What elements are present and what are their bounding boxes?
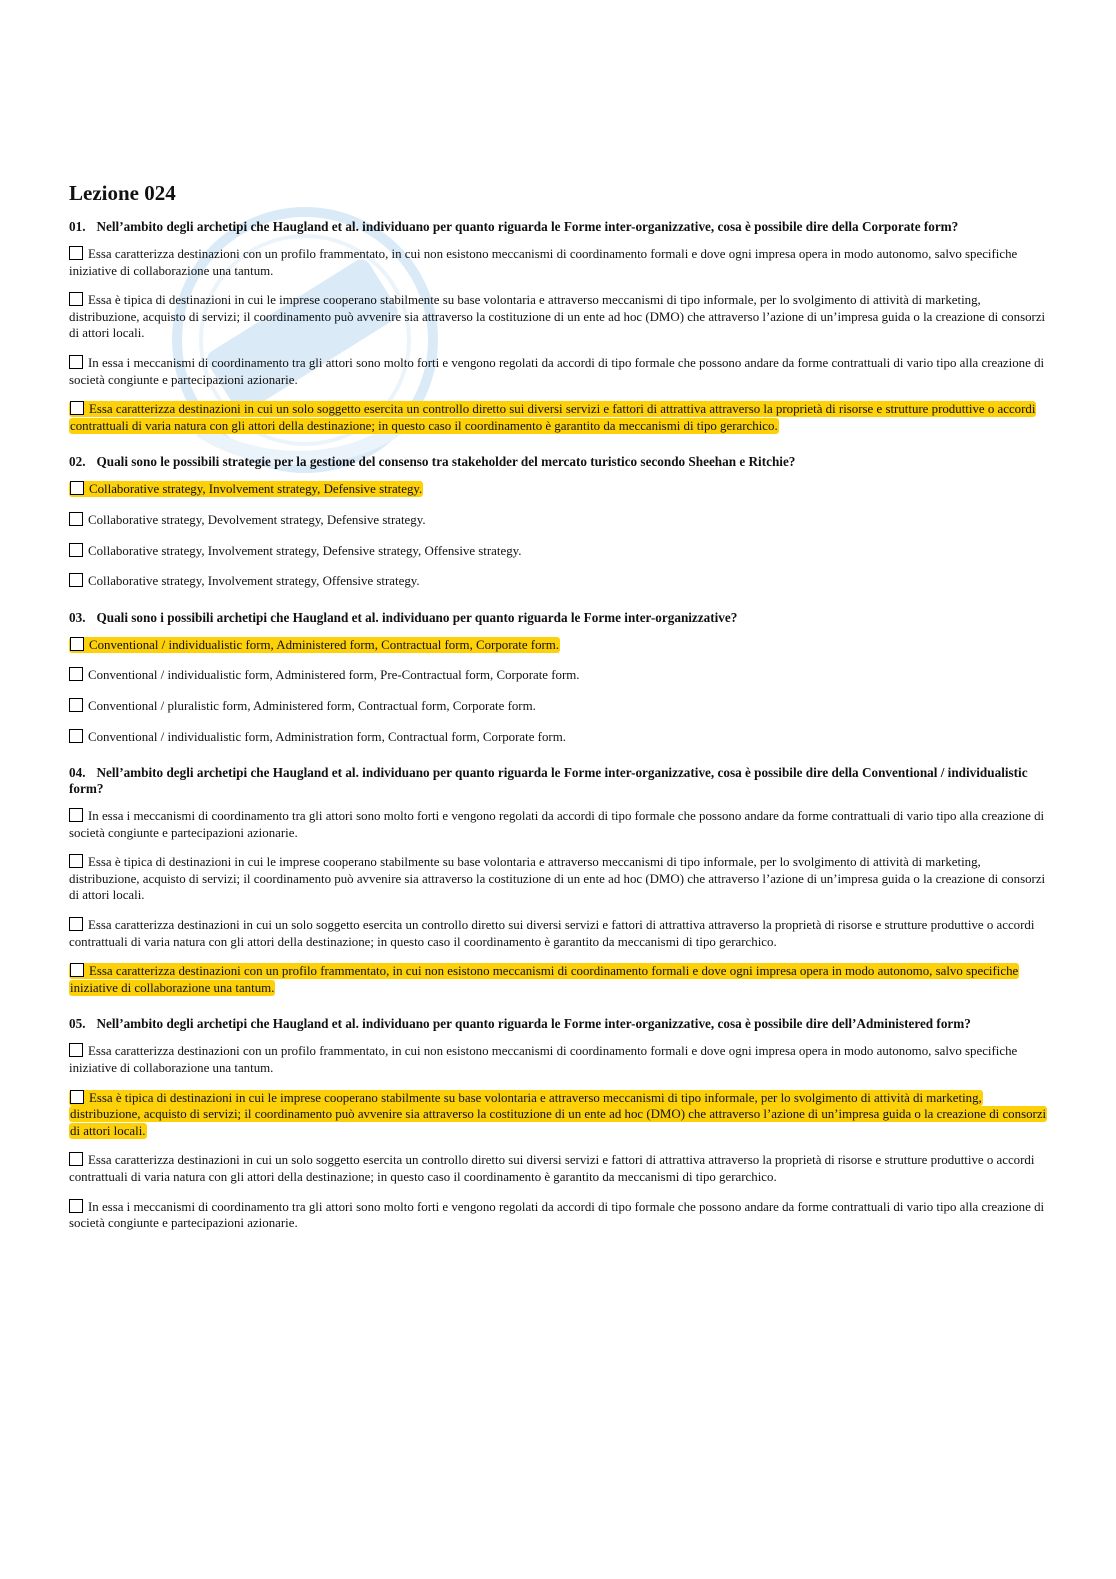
answer-text: Essa caratterizza destinazioni in cui un solo soggetto esercita un controllo diretto sui diversi servizi e fattori di attrattiva attraverso la proprietà di risorse e strutture produttive o accordi contrattuali di varia natura con gli attori della destinazione; in questo caso il coordinamento è garantito da meccanismi di tipo gerarchico. — [69, 918, 1035, 949]
answer-option[interactable] — [69, 481, 1054, 498]
answer-text: Conventional / individualistic form, Administered form, Pre-Contractual form, Corporate form. — [88, 668, 580, 683]
answer-text: Collaborative strategy, Involvement strategy, Offensive strategy. — [88, 574, 420, 589]
checkbox-icon[interactable] — [70, 401, 84, 415]
question-3 — [69, 610, 1054, 745]
checkbox-icon[interactable] — [69, 729, 83, 743]
question-1 — [69, 219, 1054, 434]
checkbox-icon[interactable] — [70, 481, 84, 495]
answer-text: Essa è tipica di destinazioni in cui le imprese cooperano stabilmente su base volontaria e attraverso meccanismi di tipo informale, per lo svolgimento di attività di marketing, distribuzione, acquisto di servizi; il coordinamento può avvenire sia attraverso la costituzione di un ente ad hoc (DMO) che attraverso l’azione di un’impresa guida o la creazione di consorzi di attori locali. — [69, 855, 1046, 903]
answer-text: Essa è tipica di destinazioni in cui le imprese cooperano stabilmente su base volontaria e attraverso meccanismi di tipo informale, per lo svolgimento di attività di marketing, distribuzione, acquisto di servizi; il coordinamento può avvenire sia attraverso la costituzione di un ente ad hoc (DMO) che attraverso l’azione di un’impresa guida o la creazione di consorzi di attori locali. — [70, 1090, 1047, 1138]
answer-wrap — [69, 1044, 1017, 1075]
highlighted-answer — [69, 637, 560, 653]
checkbox-icon[interactable] — [69, 698, 83, 712]
answer-wrap — [69, 730, 566, 744]
answer-wrap — [69, 574, 420, 588]
question-number: 01. — [69, 219, 86, 234]
checkbox-icon[interactable] — [69, 512, 83, 526]
answer-wrap — [69, 513, 426, 527]
answer-text: Collaborative strategy, Devolvement strategy, Defensive strategy. — [88, 512, 426, 527]
answer-option[interactable] — [69, 543, 1054, 560]
checkbox-icon[interactable] — [69, 573, 83, 587]
question-prompt: Nell’ambito degli archetipi che Haugland et al. individuano per quanto riguarda le Forme inter-organizzative, cosa è possibile dire della Corporate form? — [96, 219, 959, 234]
answer-text: Conventional / pluralistic form, Administered form, Contractual form, Corporate form. — [88, 698, 536, 713]
question-5 — [69, 1016, 1054, 1231]
answer-wrap — [69, 809, 1044, 840]
checkbox-icon[interactable] — [69, 808, 83, 822]
question-4 — [69, 765, 1054, 996]
highlighted-answer — [69, 1090, 1047, 1139]
answer-option[interactable] — [69, 246, 1054, 279]
checkbox-icon[interactable] — [69, 917, 83, 931]
question-number: 04. — [69, 765, 86, 781]
answer-text: Collaborative strategy, Involvement strategy, Defensive strategy, Offensive strategy. — [88, 543, 522, 558]
answer-option[interactable] — [69, 729, 1054, 746]
answer-text: Essa caratterizza destinazioni con un profilo frammentato, in cui non esistono meccanismi di coordinamento formali e dove ogni impresa opera in modo autonomo, salvo specifiche iniziative di collaborazione una tantum. — [69, 247, 1018, 278]
answer-wrap — [69, 1153, 1034, 1184]
answer-text: Essa caratterizza destinazioni in cui un solo soggetto esercita un controllo diretto sui diversi servizi e fattori di attrattiva attraverso la proprietà di risorse e strutture produttive o accordi contrattuali di varia natura con gli attori della destinazione; in questo caso il coordinamento è garantito da meccanismi di tipo gerarchico. — [70, 402, 1036, 433]
checkbox-icon[interactable] — [69, 292, 83, 306]
answer-text: Conventional / individualistic form, Administration form, Contractual form, Corporate form. — [88, 729, 566, 744]
checkbox-icon[interactable] — [69, 543, 83, 557]
question-prompt: Quali sono le possibili strategie per la gestione del consenso tra stakeholder del mercato turistico secondo Sheehan e Ritchie? — [96, 454, 796, 470]
question-text — [69, 219, 1054, 235]
answer-option[interactable] — [69, 698, 1054, 715]
answer-wrap — [69, 668, 580, 682]
answer-option[interactable] — [69, 963, 1054, 996]
answer-option[interactable] — [69, 917, 1054, 950]
answer-option[interactable] — [69, 512, 1054, 529]
answer-text: Essa caratterizza destinazioni in cui un solo soggetto esercita un controllo diretto sui diversi servizi e fattori di attrattiva attraverso la proprietà di risorse e strutture produttive o accordi contrattuali di varia natura con gli attori della destinazione; in questo caso il coordinamento è garantito da meccanismi di tipo gerarchico. — [69, 1153, 1035, 1184]
question-number: 05. — [69, 1016, 86, 1032]
answer-option[interactable] — [69, 1043, 1054, 1076]
question-text — [69, 610, 1054, 626]
answer-option[interactable] — [69, 637, 1054, 654]
highlighted-answer — [69, 481, 423, 497]
question-text — [69, 765, 1054, 797]
highlighted-answer — [69, 401, 1036, 434]
answer-text: Essa è tipica di destinazioni in cui le imprese cooperano stabilmente su base volontaria e attraverso meccanismi di tipo informale, per lo svolgimento di attività di marketing, distribuzione, acquisto di servizi; il coordinamento può avvenire sia attraverso la costituzione di un ente ad hoc (DMO) che attraverso l’azione di un’impresa guida o la creazione di consorzi di attori locali. — [69, 293, 1046, 341]
answer-text: Collaborative strategy, Involvement strategy, Defensive strategy. — [89, 482, 423, 497]
answer-wrap — [69, 918, 1034, 949]
answer-option[interactable] — [69, 1152, 1054, 1185]
answer-wrap — [69, 544, 521, 558]
checkbox-icon[interactable] — [69, 1043, 83, 1057]
answer-text: In essa i meccanismi di coordinamento tra gli attori sono molto forti e vengono regolati da accordi di tipo formale che possono andare da forme contrattuali di vario tipo alla creazione di società congiunte e partecipazioni azionarie. — [69, 355, 1045, 387]
question-prompt: Quali sono i possibili archetipi che Haugland et al. individuano per quanto riguarda le Forme inter-organizzative? — [96, 609, 738, 625]
checkbox-icon[interactable] — [69, 1152, 83, 1166]
question-number: 03. — [69, 609, 86, 625]
question-prompt: Nell’ambito degli archetipi che Haugland et al. individuano per quanto riguarda le Forme inter-organizzative, cosa è possibile dire dell’Administered form? — [96, 1016, 971, 1032]
question-prompt: Nell’ambito degli archetipi che Haugland et al. individuano per quanto riguarda le Forme inter-organizzative, cosa è possibile dire della Conventional / individualistic form? — [69, 765, 1028, 797]
checkbox-icon[interactable] — [69, 667, 83, 681]
answer-text: Conventional / individualistic form, Administered form, Contractual form, Corporate form. — [89, 637, 560, 652]
lesson-title: Lezione 024 — [69, 181, 176, 205]
checkbox-icon[interactable] — [70, 1090, 84, 1104]
question-text — [69, 454, 1054, 470]
answer-option[interactable] — [69, 401, 1054, 434]
checkbox-icon[interactable] — [69, 246, 83, 260]
answer-option[interactable] — [69, 808, 1054, 841]
answer-wrap — [69, 247, 1017, 278]
answer-option[interactable] — [69, 292, 1054, 342]
document-page — [69, 180, 1054, 1245]
answer-text: Essa caratterizza destinazioni con un profilo frammentato, in cui non esistono meccanismi di coordinamento formali e dove ogni impresa opera in modo autonomo, salvo specifiche iniziative di collaborazione una tantum. — [69, 1044, 1018, 1076]
answer-option[interactable] — [69, 667, 1054, 684]
answer-option[interactable] — [69, 1090, 1054, 1140]
answer-text: Essa caratterizza destinazioni con un profilo frammentato, in cui non esistono meccanismi di coordinamento formali e dove ogni impresa opera in modo autonomo, salvo specifiche iniziative di collaborazione una tantum. — [70, 964, 1019, 995]
answer-option[interactable] — [69, 355, 1054, 388]
answer-wrap — [69, 855, 1045, 902]
question-number: 02. — [69, 454, 86, 470]
answer-option[interactable] — [69, 854, 1054, 904]
checkbox-icon[interactable] — [69, 1199, 83, 1213]
answer-text: In essa i meccanismi di coordinamento tra gli attori sono molto forti e vengono regolati da accordi di tipo formale che possono andare da forme contrattuali di vario tipo alla creazione di società congiunte e partecipazioni azionarie. — [69, 1199, 1045, 1231]
highlighted-answer — [69, 963, 1019, 996]
checkbox-icon[interactable] — [70, 637, 84, 651]
checkbox-icon[interactable] — [69, 854, 83, 868]
answer-option[interactable] — [69, 573, 1054, 590]
checkbox-icon[interactable] — [70, 963, 84, 977]
answer-text: In essa i meccanismi di coordinamento tra gli attori sono molto forti e vengono regolati da accordi di tipo formale che possono andare da forme contrattuali di vario tipo alla creazione di società congiunte e partecipazioni azionarie. — [69, 809, 1045, 840]
answer-option[interactable] — [69, 1199, 1054, 1232]
question-text — [69, 1016, 1054, 1032]
question-list — [69, 219, 1054, 1232]
answer-wrap — [69, 293, 1045, 340]
answer-wrap — [69, 699, 536, 713]
answer-wrap — [69, 1200, 1044, 1231]
checkbox-icon[interactable] — [69, 355, 83, 369]
answer-wrap — [69, 356, 1044, 387]
question-2 — [69, 454, 1054, 589]
